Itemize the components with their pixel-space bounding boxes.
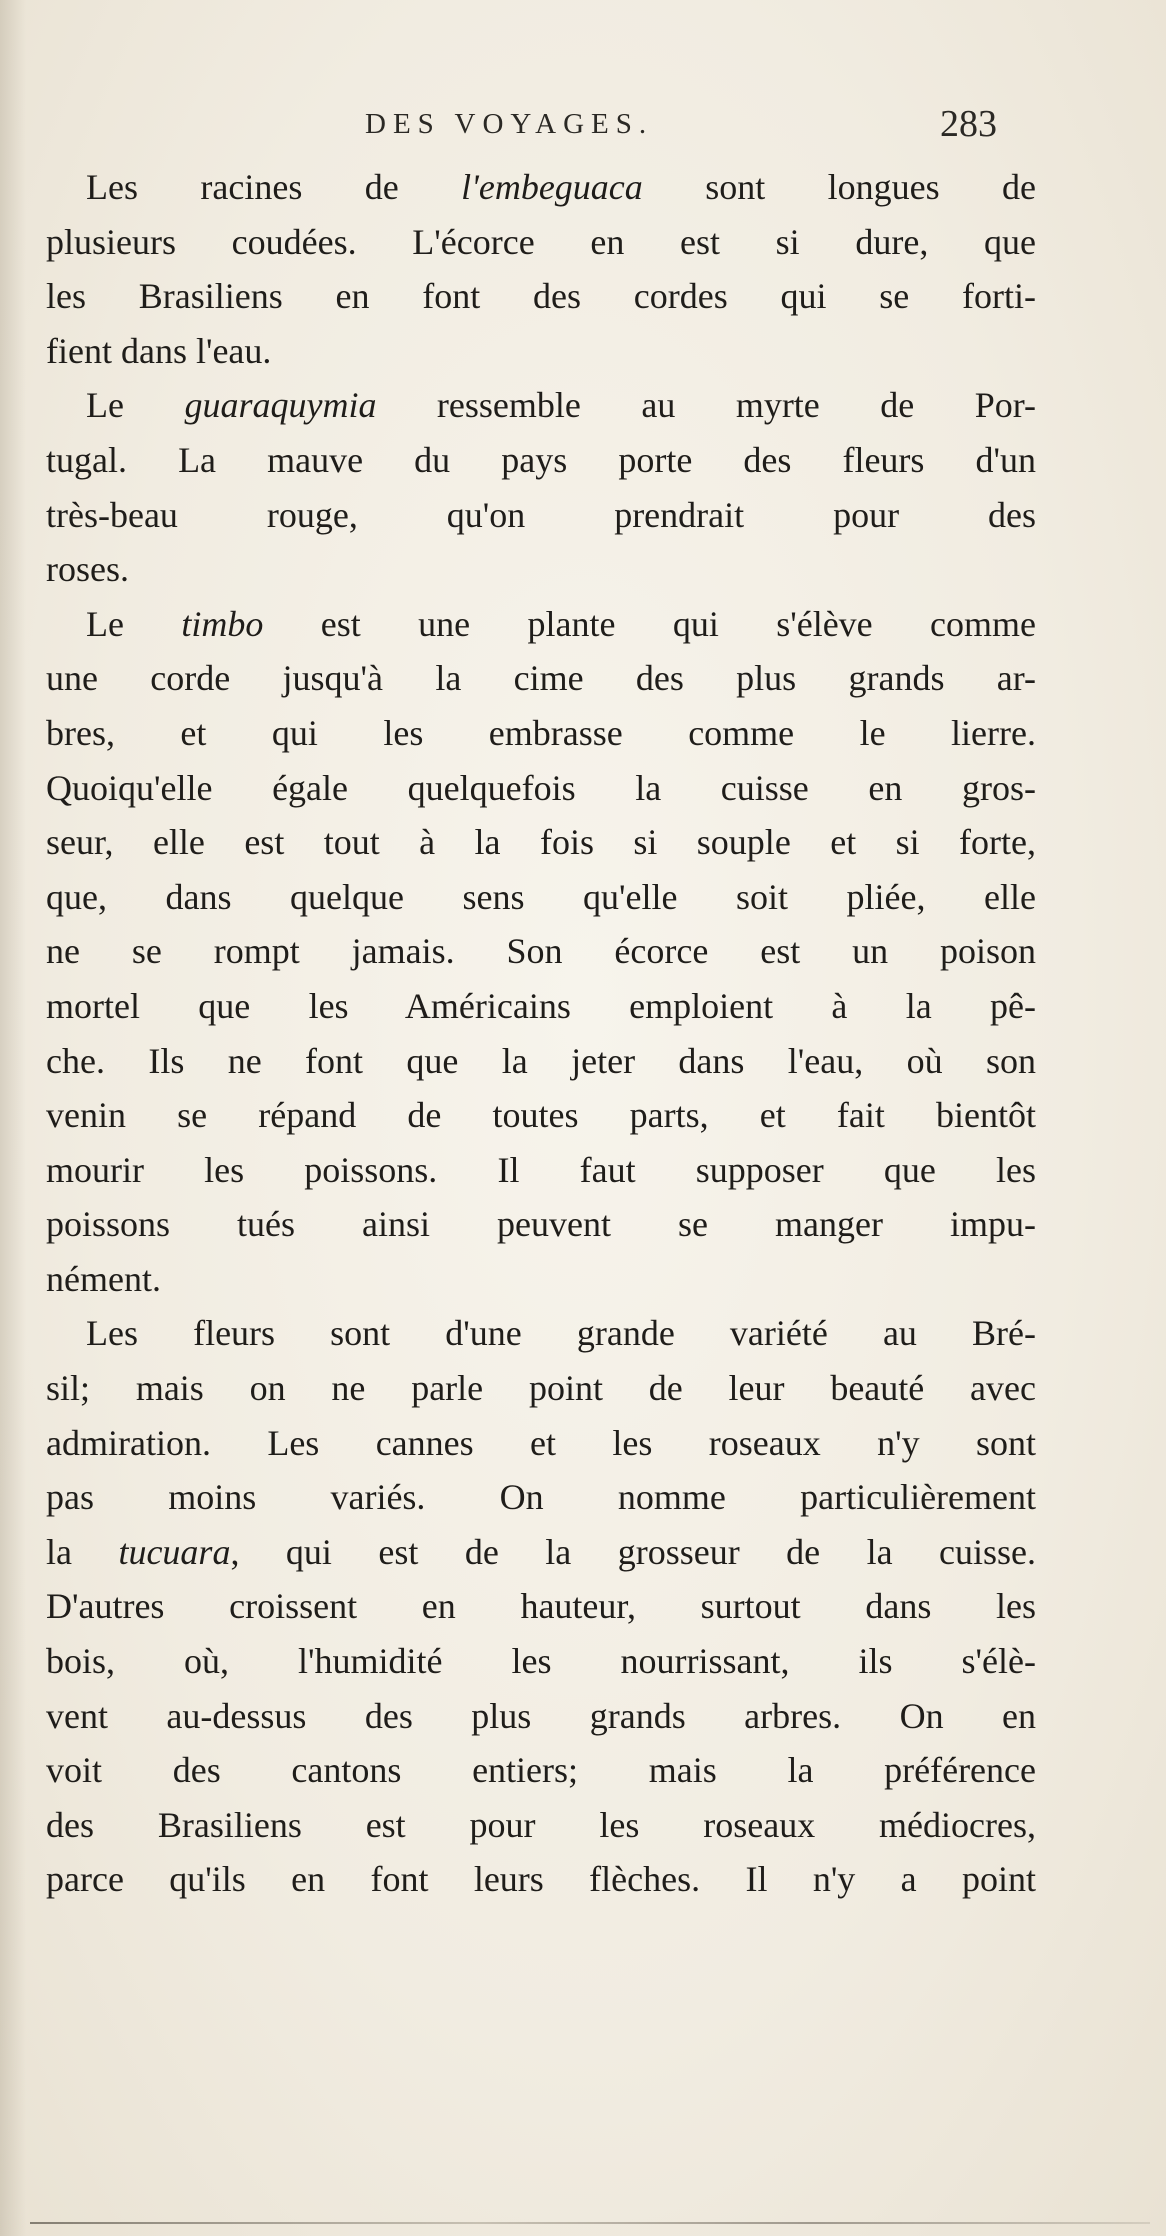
text-run: ressemble au myrte de Por- <box>376 385 1037 426</box>
text-run: Les racines de <box>86 167 462 207</box>
text-line <box>46 488 1036 543</box>
text-run: une corde jusqu'à la cime des plus grands ar- <box>46 658 1036 699</box>
text-line <box>46 1306 1036 1361</box>
text-run: mourir les poissons. Il faut supposer que les <box>46 1149 1036 1190</box>
text-run: que, dans quelque sens qu'elle soit pliée, elle <box>46 876 1036 917</box>
text-line <box>46 651 1036 706</box>
text-line <box>46 433 1036 488</box>
text-run: , qui est de la grosseur de la cuisse. <box>230 1531 1036 1572</box>
text-run: plusieurs coudées. L'écorce en est si dure, que <box>46 221 1036 262</box>
text-line <box>46 979 1036 1034</box>
text-run: fient dans l'eau. <box>46 330 272 371</box>
text-run: che. Ils ne font que la jeter dans l'eau, où son <box>46 1040 1036 1081</box>
paragraph <box>46 160 1036 378</box>
text-line <box>46 815 1036 870</box>
body-text <box>46 160 1036 1907</box>
text-run: des Brasiliens est pour les roseaux médiocres, <box>46 1804 1036 1845</box>
text-line <box>46 870 1036 925</box>
running-head <box>0 103 1166 158</box>
text-run: seur, elle est tout à la fois si souple et si forte, <box>46 822 1036 863</box>
page-number: 283 <box>940 103 997 145</box>
italic-term: timbo <box>181 603 264 644</box>
text-line <box>46 1634 1036 1689</box>
text-line <box>46 597 1036 652</box>
paragraph <box>46 597 1036 1307</box>
text-run: tugal. La mauve du pays porte des fleurs d'un <box>46 439 1036 480</box>
text-run: bois, où, l'humidité les nourrissant, ils s'élè- <box>46 1641 1036 1682</box>
text-line <box>46 924 1036 979</box>
text-run: les Brasiliens en font des cordes qui se forti- <box>46 276 1036 317</box>
text-run: est une plante qui s'élève comme <box>263 603 1037 644</box>
text-run: mortel que les Américains emploient à la pê- <box>46 985 1036 1026</box>
text-run: roses. <box>46 549 129 590</box>
text-run: bres, et qui les embrasse comme le lierre. <box>46 712 1036 753</box>
text-line <box>46 1470 1036 1525</box>
page-edge-rule <box>30 2222 1150 2224</box>
text-line <box>46 1034 1036 1089</box>
italic-term: l'embeguaca <box>461 167 643 207</box>
text-line <box>46 761 1036 816</box>
text-run: la <box>46 1531 119 1572</box>
text-line <box>46 215 1036 270</box>
text-line <box>46 706 1036 761</box>
text-run: poissons tués ainsi peuvent se manger impu- <box>46 1204 1036 1245</box>
text-line <box>46 324 1036 379</box>
text-line <box>46 542 1036 597</box>
text-line <box>46 1852 1036 1907</box>
text-run: voit des cantons entiers; mais la préférence <box>46 1750 1036 1791</box>
text-run: Quoiqu'elle égale quelquefois la cuisse en gros- <box>46 767 1036 808</box>
text-run: nément. <box>46 1258 161 1299</box>
text-run: parce qu'ils en font leurs flèches. Il n'y a point <box>46 1859 1036 1900</box>
text-line <box>46 1689 1036 1744</box>
text-line <box>46 160 1036 215</box>
text-line <box>46 1416 1036 1471</box>
text-line <box>46 269 1036 324</box>
text-run: venin se répand de toutes parts, et fait bientôt <box>46 1095 1036 1136</box>
text-line <box>46 1361 1036 1416</box>
text-run: très-beau rouge, qu'on prendrait pour des <box>46 494 1036 535</box>
text-line <box>46 1798 1036 1853</box>
text-run: Les fleurs sont d'une grande variété au Bré- <box>86 1313 1036 1354</box>
text-line <box>46 378 1036 433</box>
text-run: Le <box>86 603 182 644</box>
text-line <box>46 1252 1036 1307</box>
text-line <box>46 1743 1036 1798</box>
text-run: vent au-dessus des plus grands arbres. On en <box>46 1695 1036 1736</box>
text-run: ne se rompt jamais. Son écorce est un poison <box>46 931 1036 972</box>
text-run: D'autres croissent en hauteur, surtout dans les <box>46 1586 1036 1627</box>
text-line <box>46 1197 1036 1252</box>
text-line <box>46 1088 1036 1143</box>
text-line <box>46 1143 1036 1198</box>
italic-term: guaraquymia <box>184 385 377 426</box>
running-title: DES VOYAGES. <box>365 108 654 140</box>
text-run: sont longues de <box>642 167 1036 207</box>
text-run: pas moins variés. On nomme particulièrement <box>46 1477 1036 1518</box>
italic-term: tucuara <box>118 1531 231 1572</box>
paragraph <box>46 1306 1036 1907</box>
text-run: admiration. Les cannes et les roseaux n'y sont <box>46 1422 1036 1463</box>
paragraph <box>46 378 1036 596</box>
text-line <box>46 1579 1036 1634</box>
text-run: sil; mais on ne parle point de leur beauté avec <box>46 1368 1036 1409</box>
text-run: Le <box>86 385 185 426</box>
text-line <box>46 1525 1036 1580</box>
